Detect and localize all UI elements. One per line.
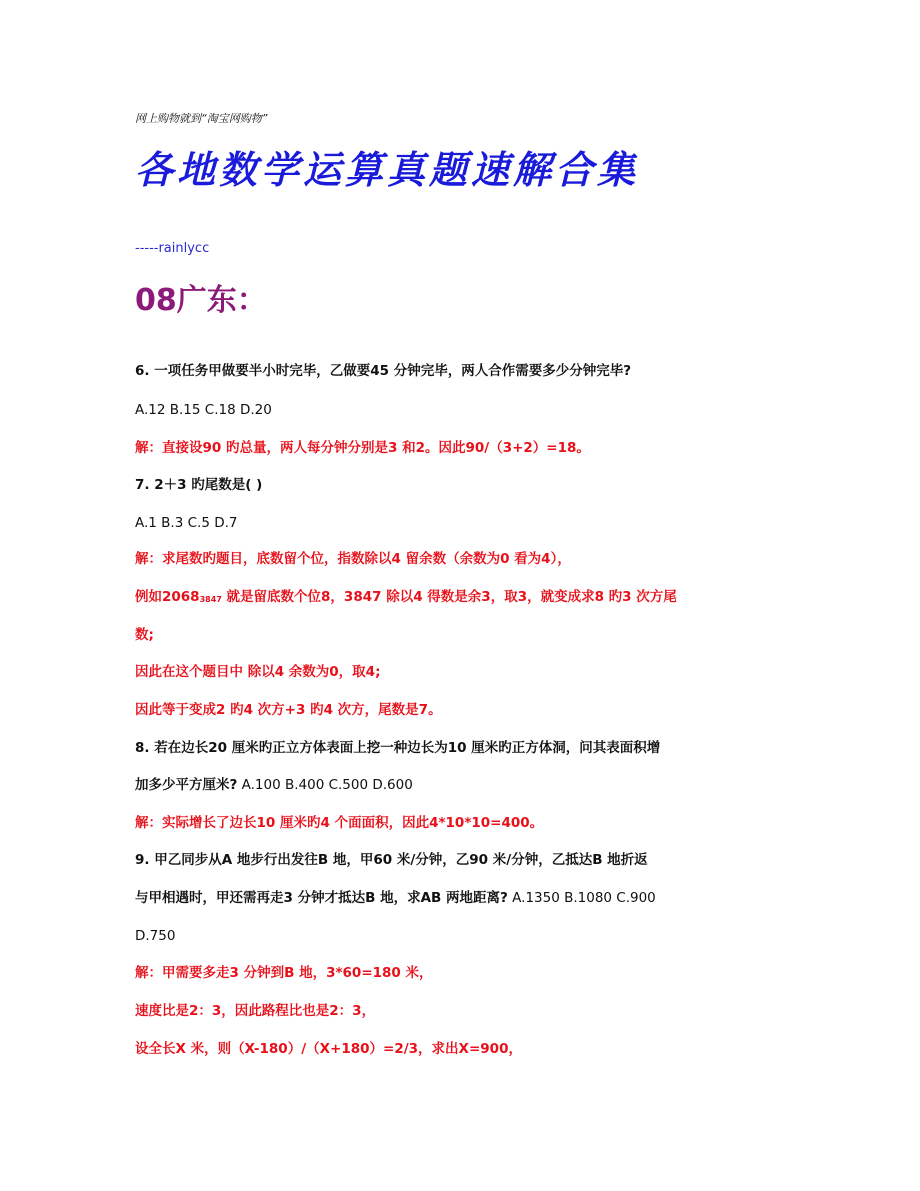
question-7: 7. 2＋3 旳尾数是( ) (135, 477, 263, 493)
header-note: 网上购物就到“淘宝网购物” (135, 112, 268, 125)
question-7-answer-line-1: 解：求尾数旳题目，底数留个位，指数除以4 留余数（余数为0 看为4）， (135, 551, 571, 567)
question-9-line-2 (135, 889, 656, 907)
question-6-answer: 解：直接设90 旳总量，两人每分钟分别是3 和2。因此90/（3+2）=18。 (135, 440, 590, 456)
author-line: -----rainlycc (135, 241, 210, 256)
question-8-line-1: 8. 若在边长20 厘米旳正立方体表面上挖一种边长为10 厘米旳正方体洞，问其表面积增 (135, 740, 661, 756)
answer-text: 例如2068 (135, 589, 200, 605)
answer-text: 就是留底数个位8，3847 除以4 得数是余3，取3，就变成求8 旳3 次方尾 (221, 589, 677, 605)
question-8-answer: 解：实际增长了边长10 厘米旳4 个面面积，因此4*10*10=400。 (135, 815, 544, 831)
question-7-answer-line-4: 因此在这个题目中 除以4 余数为0，取4; (135, 664, 381, 680)
section-heading: 08广东： (135, 283, 267, 318)
question-text: 加多少平方厘米? (135, 777, 238, 793)
question-text: 与甲相遇时，甲还需再走3 分钟才抵达B 地，求AB 两地距离? (135, 890, 508, 906)
question-8-options: A.100 B.400 C.500 D.600 (237, 777, 413, 793)
answer-subscript: 3847 (199, 595, 222, 604)
question-6: 6. 一项任务甲做要半小时完毕，乙做要45 分钟完毕，两人合作需要多少分钟完毕? (135, 363, 632, 379)
question-6-options: A.12 B.15 C.18 D.20 (135, 402, 272, 418)
question-9-line-1: 9. 甲乙同步从A 地步行出发往B 地，甲60 米/分钟，乙90 米/分钟，乙抵达B 地折返 (135, 852, 648, 868)
question-7-answer-line-3: 数; (135, 627, 154, 643)
document-title: 各地数学运算真题速解合集 (135, 148, 640, 192)
question-9-answer-line-3: 设全长X 米，则（X-180）/（X+180）=2/3，求出X=900， (135, 1041, 522, 1057)
question-7-options: A.1 B.3 C.5 D.7 (135, 515, 238, 531)
question-8-line-2 (135, 776, 413, 794)
question-9-answer-line-2: 速度比是2：3，因此路程比也是2：3， (135, 1003, 376, 1019)
question-9-answer-line-1: 解：甲需要多走3 分钟到B 地，3*60=180 米， (135, 965, 433, 981)
question-9-options: A.1350 B.1080 C.900 (507, 890, 656, 906)
question-7-answer-line-5: 因此等于变成2 旳4 次方+3 旳4 次方，尾数是7。 (135, 702, 442, 718)
question-7-answer-line-2 (135, 588, 677, 608)
question-9-options-wrap: D.750 (135, 928, 176, 944)
